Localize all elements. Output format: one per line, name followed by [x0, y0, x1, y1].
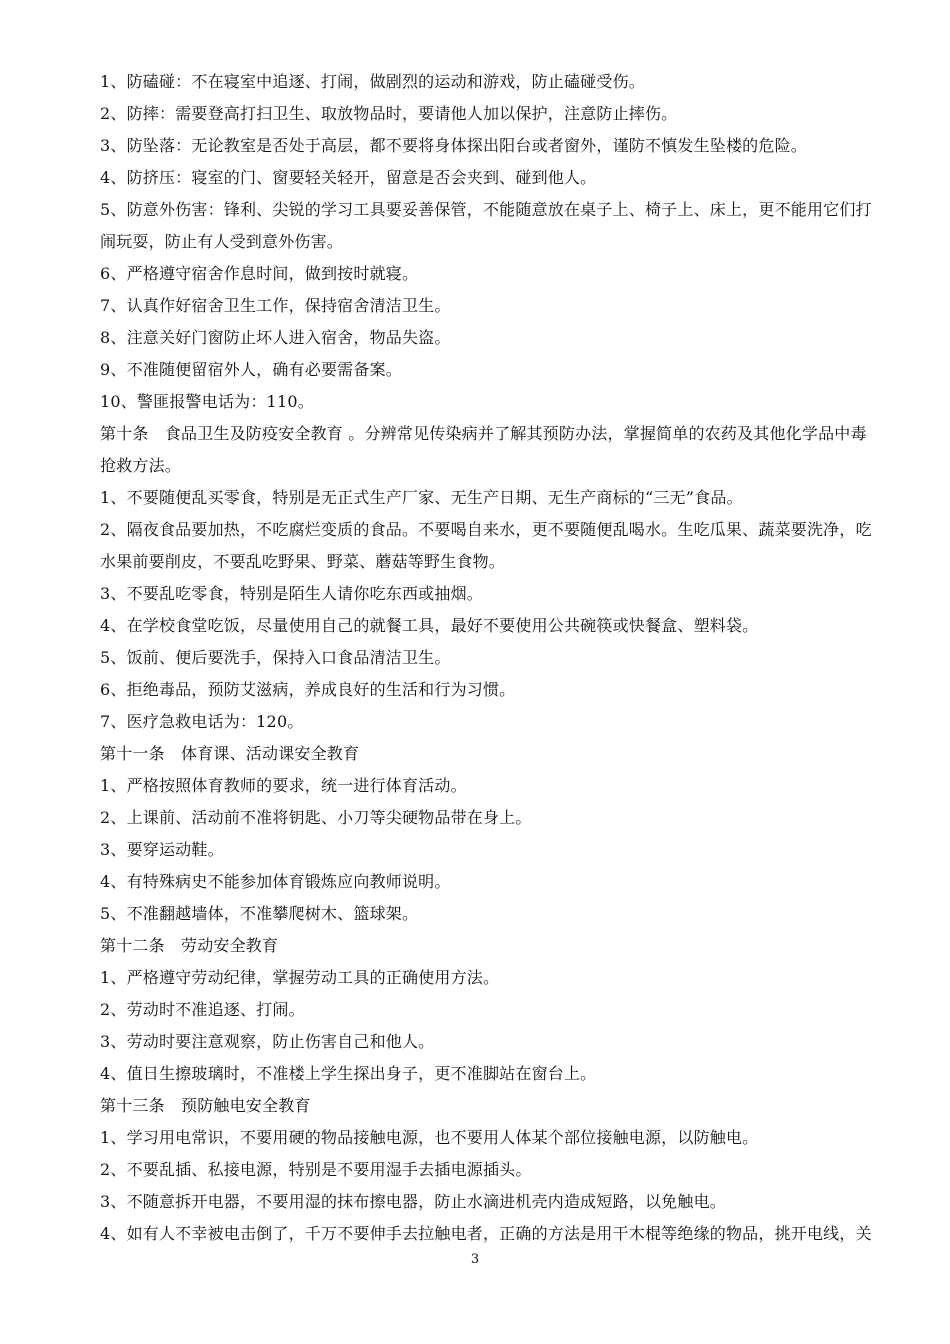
text-line: 4、值日生擦玻璃时，不准楼上学生探出身子，更不准脚站在窗台上。	[100, 1064, 597, 1083]
section-heading: 第十条 食品卫生及防疫安全教育 。分辨常见传染病并了解其预防办法，掌握简单的农药及其他化学品中毒	[100, 424, 867, 443]
text-line: 4、防挤压：寝室的门、窗要轻关轻开，留意是否会夹到、碰到他人。	[100, 168, 597, 187]
text-line: 2、不要乱插、私接电源，特别是不要用湿手去插电源插头。	[100, 1160, 532, 1179]
text-line: 2、隔夜食品要加热，不吃腐烂变质的食品。不要喝自来水，更不要随便乱喝水。生吃瓜果、蔬菜要洗净，吃	[100, 520, 872, 539]
section-heading: 第十二条 劳动安全教育	[100, 936, 279, 955]
text-line: 7、医疗急救电话为：120。	[100, 712, 304, 731]
text-line: 5、饭前、便后要洗手，保持入口食品清洁卫生。	[100, 648, 451, 667]
text-line: 7、认真作好宿舍卫生工作，保持宿舍清洁卫生。	[100, 296, 451, 315]
text-line: 9、不准随便留宿外人，确有必要需备案。	[100, 360, 402, 379]
text-line: 3、要穿运动鞋。	[100, 840, 224, 859]
text-line: 3、不随意拆开电器，不要用湿的抹布擦电器，防止水滴进机壳内造成短路，以免触电。	[100, 1192, 726, 1211]
text-line: 4、如有人不幸被电击倒了，千万不要伸手去拉触电者，正确的方法是用干木棍等绝缘的物品，挑开电线，关	[100, 1224, 872, 1243]
document-body	[100, 66, 892, 1250]
text-line: 1、严格遵守劳动纪律，掌握劳动工具的正确使用方法。	[100, 968, 500, 987]
text-line: 4、有特殊病史不能参加体育锻炼应向教师说明。	[100, 872, 451, 891]
page-number: 3	[470, 1252, 480, 1267]
text-line: 2、上课前、活动前不准将钥匙、小刀等尖硬物品带在身上。	[100, 808, 532, 827]
text-line: 1、学习用电常识，不要用硬的物品接触电源，也不要用人体某个部位接触电源，以防触电。	[100, 1128, 759, 1147]
text-line: 抢救方法。	[100, 456, 182, 475]
text-line: 3、劳动时要注意观察，防止伤害自己和他人。	[100, 1032, 435, 1051]
text-line: 1、防磕碰：不在寝室中追逐、打闹，做剧烈的运动和游戏，防止磕碰受伤。	[100, 72, 645, 91]
text-line: 闹玩耍，防止有人受到意外伤害。	[100, 232, 344, 251]
section-heading: 第十三条 预防触电安全教育	[100, 1096, 311, 1115]
text-line: 水果前要削皮，不要乱吃野果、野菜、蘑菇等野生食物。	[100, 552, 506, 571]
text-line: 3、防坠落：无论教室是否处于高层，都不要将身体探出阳台或者窗外，谨防不慎发生坠楼的危险。	[100, 136, 807, 155]
section-heading: 第十一条 体育课、活动课安全教育	[100, 744, 360, 763]
text-line: 1、不要随便乱买零食，特别是无正式生产厂家、无生产日期、无生产商标的“三无”食品。	[100, 488, 743, 507]
text-line: 5、防意外伤害：锋利、尖锐的学习工具要妥善保管，不能随意放在桌子上、椅子上、床上，更不能用它们打	[100, 200, 872, 219]
text-line: 1、严格按照体育教师的要求，统一进行体育活动。	[100, 776, 467, 795]
text-line: 6、拒绝毒品，预防艾滋病，养成良好的生活和行为习惯。	[100, 680, 516, 699]
text-line: 8、注意关好门窗防止坏人进入宿舍，物品失盗。	[100, 328, 451, 347]
text-line: 3、不要乱吃零食，特别是陌生人请你吃东西或抽烟。	[100, 584, 483, 603]
text-line: 2、防摔：需要登高打扫卫生、取放物品时，要请他人加以保护，注意防止摔伤。	[100, 104, 678, 123]
text-line: 4、在学校食堂吃饭，尽量使用自己的就餐工具，最好不要使用公共碗筷或快餐盒、塑料袋。	[100, 616, 759, 635]
text-line: 10、警匪报警电话为：110。	[100, 392, 314, 411]
text-line: 6、严格遵守宿舍作息时间，做到按时就寝。	[100, 264, 419, 283]
text-line: 5、不准翻越墙体，不准攀爬树木、篮球架。	[100, 904, 419, 923]
text-line: 2、劳动时不准追逐、打闹。	[100, 1000, 305, 1019]
